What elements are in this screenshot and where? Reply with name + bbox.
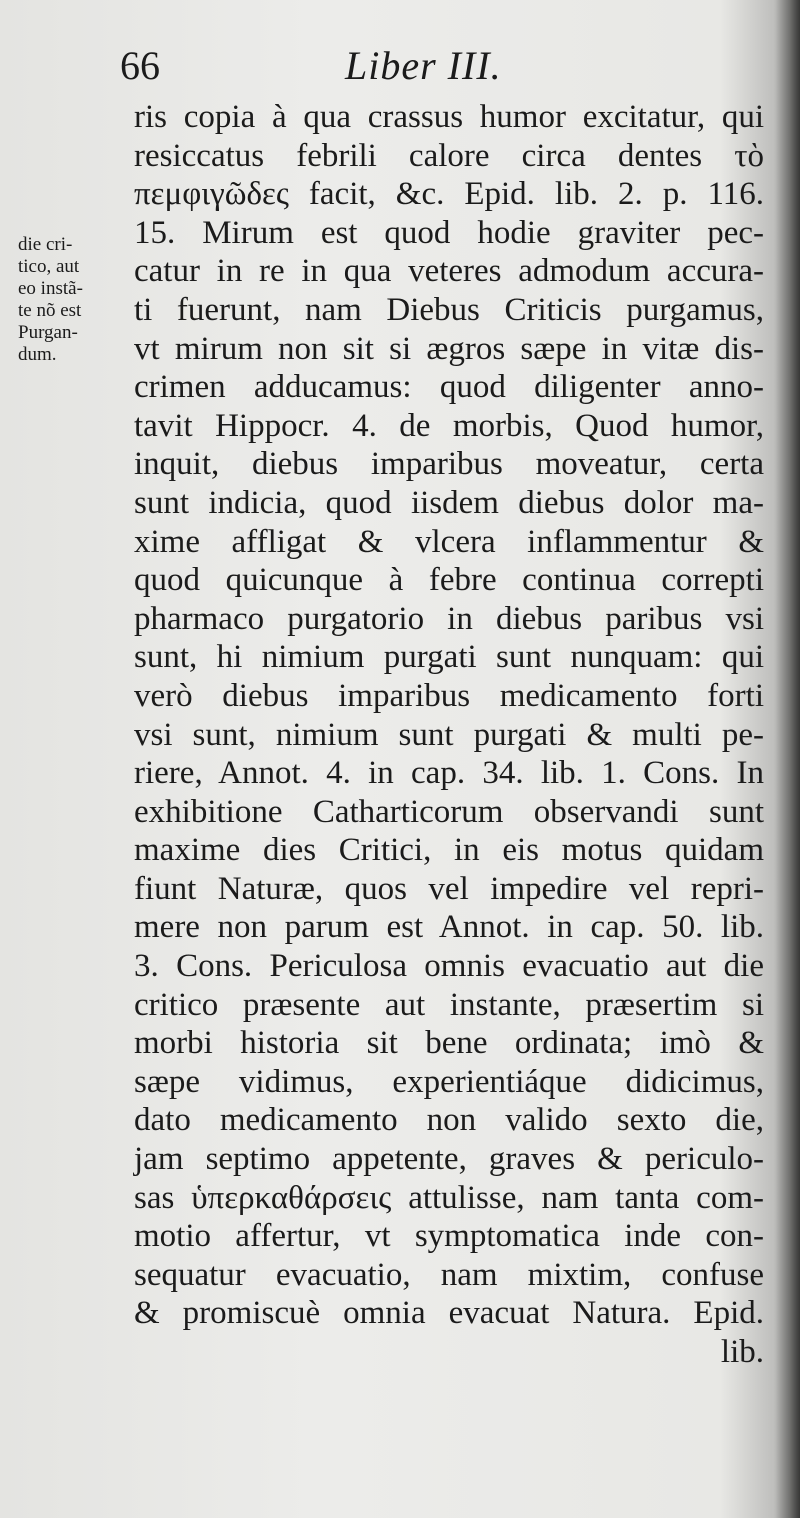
text-line: 3. Cons. Periculosa omnis evacuatio aut die bbox=[134, 948, 764, 985]
text-line: ris copia à qua crassus humor excitatur, qui bbox=[134, 99, 764, 135]
page-number: 66 bbox=[120, 43, 160, 88]
text-line: fiunt Naturæ, quos vel impedire vel repri- bbox=[134, 870, 764, 907]
text-line: sas ὑπερκαθάρσεις attulisse, nam tanta com- bbox=[134, 1179, 764, 1216]
text-line: critico præsente aut instante, præsertim si bbox=[134, 986, 764, 1023]
text-line: inquit, diebus imparibus moveatur, certa bbox=[134, 446, 764, 483]
margin-note-line: die cri- bbox=[18, 234, 73, 255]
text-line: sunt indicia, quod iisdem diebus dolor ma- bbox=[134, 484, 764, 521]
text-line: pharmaco purgatorio in diebus paribus vsi bbox=[134, 600, 764, 637]
text-line: jam septimo appetente, graves & periculo- bbox=[134, 1141, 764, 1178]
text-line: quod quicunque à febre continua correpti bbox=[134, 562, 764, 599]
text-line: sæpe vidimus, experientiáque didicimus, bbox=[134, 1063, 764, 1100]
margin-note bbox=[18, 234, 128, 366]
text-line: xime affligat & vlcera inflammentur & bbox=[134, 523, 764, 560]
running-head: Liber III. bbox=[345, 43, 502, 88]
text-line: maxime dies Critici, in eis motus quidam bbox=[134, 832, 764, 869]
text-line: catur in re in qua veteres admodum accura- bbox=[134, 253, 764, 290]
body-text bbox=[134, 98, 764, 1372]
text-line: mere non parum est Annot. in cap. 50. lib. bbox=[134, 909, 764, 946]
text-line: motio affertur, vt symptomatica inde con- bbox=[134, 1218, 764, 1255]
text-line: ti fuerunt, nam Diebus Criticis purgamus, bbox=[134, 291, 764, 328]
margin-note-line: dum. bbox=[18, 344, 57, 365]
margin-note-line: tico, aut bbox=[18, 256, 80, 277]
catchword: lib. bbox=[720, 1334, 764, 1370]
text-line: resiccatus febrili calore circa dentes τὸ bbox=[134, 137, 764, 174]
text-line: verò diebus imparibus medicamento forti bbox=[134, 677, 764, 714]
text-line: vsi sunt, nimium sunt purgati & multi pe- bbox=[134, 716, 764, 753]
text-line: vt mirum non sit si ægros sæpe in vitæ dis- bbox=[134, 330, 764, 367]
page-gutter-shadow bbox=[774, 0, 800, 1518]
text-line: exhibitione Catharticorum observandi sunt bbox=[134, 793, 764, 830]
text-line: crimen adducamus: quod diligenter anno- bbox=[134, 369, 764, 406]
text-line: riere, Annot. 4. in cap. 34. lib. 1. Cons. In bbox=[134, 755, 764, 792]
text-line: πεμφιγῶδες facit, &c. Epid. lib. 2. p. 116. bbox=[134, 176, 764, 213]
text-line: sequatur evacuatio, nam mixtim, confuse bbox=[134, 1256, 764, 1293]
text-line: & promiscuè omnia evacuat Natura. Epid. bbox=[134, 1295, 764, 1332]
text-line: 15. Mirum est quod hodie graviter pec- bbox=[134, 214, 764, 251]
margin-note-line: eo instã- bbox=[18, 278, 83, 299]
margin-note-line: te nõ est bbox=[18, 300, 82, 321]
text-line: tavit Hippocr. 4. de morbis, Quod humor, bbox=[134, 407, 764, 444]
text-line: morbi historia sit bene ordinata; imò & bbox=[134, 1025, 764, 1062]
text-line: dato medicamento non valido sexto die, bbox=[134, 1102, 764, 1139]
margin-note-line: Purgan- bbox=[18, 322, 78, 343]
text-line: sunt, hi nimium purgati sunt nunquam: qui bbox=[134, 639, 764, 676]
page-header bbox=[120, 42, 560, 98]
